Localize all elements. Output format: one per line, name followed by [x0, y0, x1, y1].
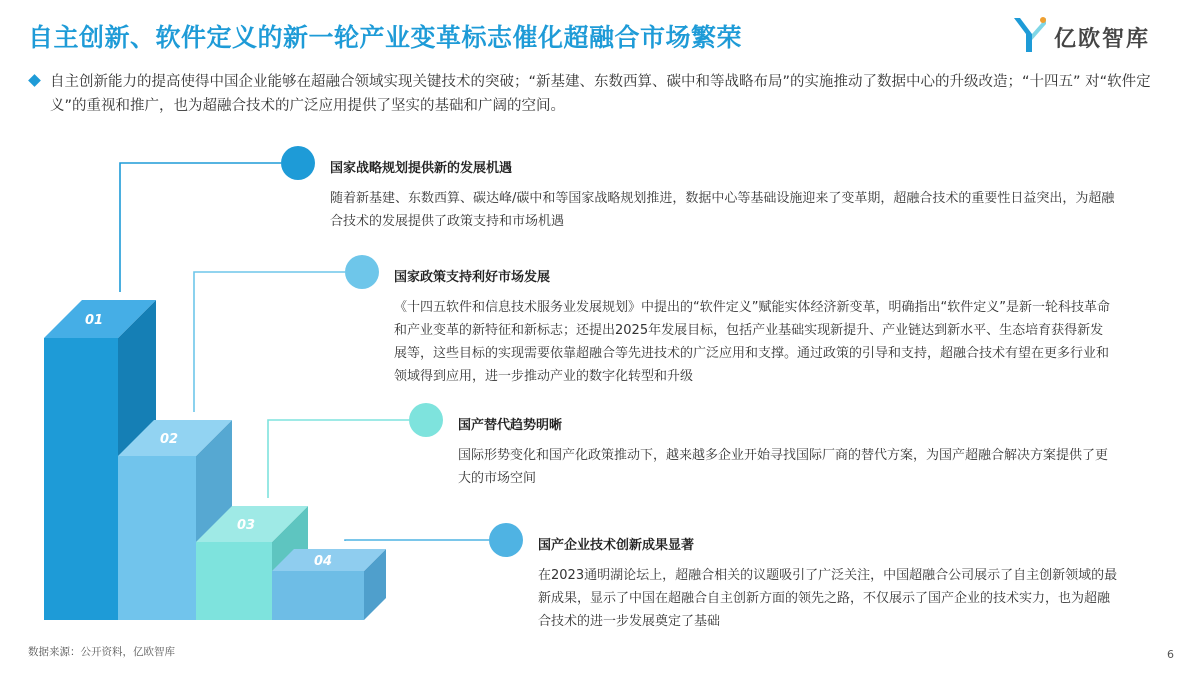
block-front-3	[196, 542, 272, 620]
data-source: 数据来源：公开资料，亿欧智库	[28, 646, 175, 658]
connector-line-2	[194, 272, 345, 412]
connector-line-3	[268, 420, 409, 498]
item-description: 国际形势变化和国产化政策推动下，越来越多企业开始寻找国际厂商的替代方案，为国产超融合解决方案提供了更大的市场空间	[458, 448, 1109, 486]
logo-text: 亿欧智库	[1054, 27, 1151, 52]
item-heading: 国产替代趋势明晰	[458, 418, 563, 433]
item-circle-icon	[409, 403, 443, 437]
block-front-1	[44, 338, 118, 620]
block-label-4: 04	[313, 554, 333, 569]
item-description: 在2023通明湖论坛上，超融合相关的议题吸引了广泛关注，中国超融合公司展示了自主创新领域的最新成果，显示了中国在超融合自主创新方面的领先之路，不仅展示了国产企业的技术实力，也为超融合技术的进一步发展奠定了基础	[538, 568, 1118, 629]
item-circle-icon	[489, 523, 523, 557]
item-description: 随着新基建、东数西算、碳达峰/碳中和等国家战略规划推进，数据中心等基础设施迎来了变革期，超融合技术的重要性日益突出，为超融合技术的发展提供了政策支持和市场机遇	[330, 191, 1115, 229]
item-heading: 国产企业技术创新成果显著	[538, 538, 695, 553]
block-label-3: 03	[236, 518, 256, 533]
page-number: 6	[1167, 648, 1174, 661]
item-circle-icon	[345, 255, 379, 289]
intro-text: 自主创新能力的提高使得中国企业能够在超融合领域实现关键技术的突破；“新基建、东数西算、碳中和等战略布局”的实施推动了数据中心的升级改造；“十四五” 对“软件定义”的重视和推广，也为超融合技术的广泛应用提供了坚实的基础和广阔的空间。	[50, 74, 1151, 114]
block-label-2: 02	[159, 432, 179, 447]
item-circle-icon	[281, 146, 315, 180]
page-title: 自主创新、软件定义的新一轮产业变革标志催化超融合市场繁荣	[28, 23, 743, 52]
item-heading: 国家战略规划提供新的发展机遇	[330, 161, 513, 176]
block-label-1: 01	[84, 313, 104, 328]
item-heading: 国家政策支持利好市场发展	[394, 270, 551, 285]
block-front-4	[272, 571, 364, 620]
item-description: 《十四五软件和信息技术服务业发展规划》中提出的“软件定义”赋能实体经济新变革，明确指出“软件定义”是新一轮科技革命和产业变革的新特征和新标志；还提出2025年发展目标，包括产业基础实现新提升、产业链达到新水平、生态培育获得新发展等，这些目标的实现需要依靠超融合等先进技术的广泛应用和支撑。通过政策的引导和支持，超融合技术有望在更多行业和领域得到应用，进一步推动产业的数字化转型和升级	[394, 300, 1110, 384]
block-front-2	[118, 456, 196, 620]
connector-line-4	[345, 540, 489, 541]
